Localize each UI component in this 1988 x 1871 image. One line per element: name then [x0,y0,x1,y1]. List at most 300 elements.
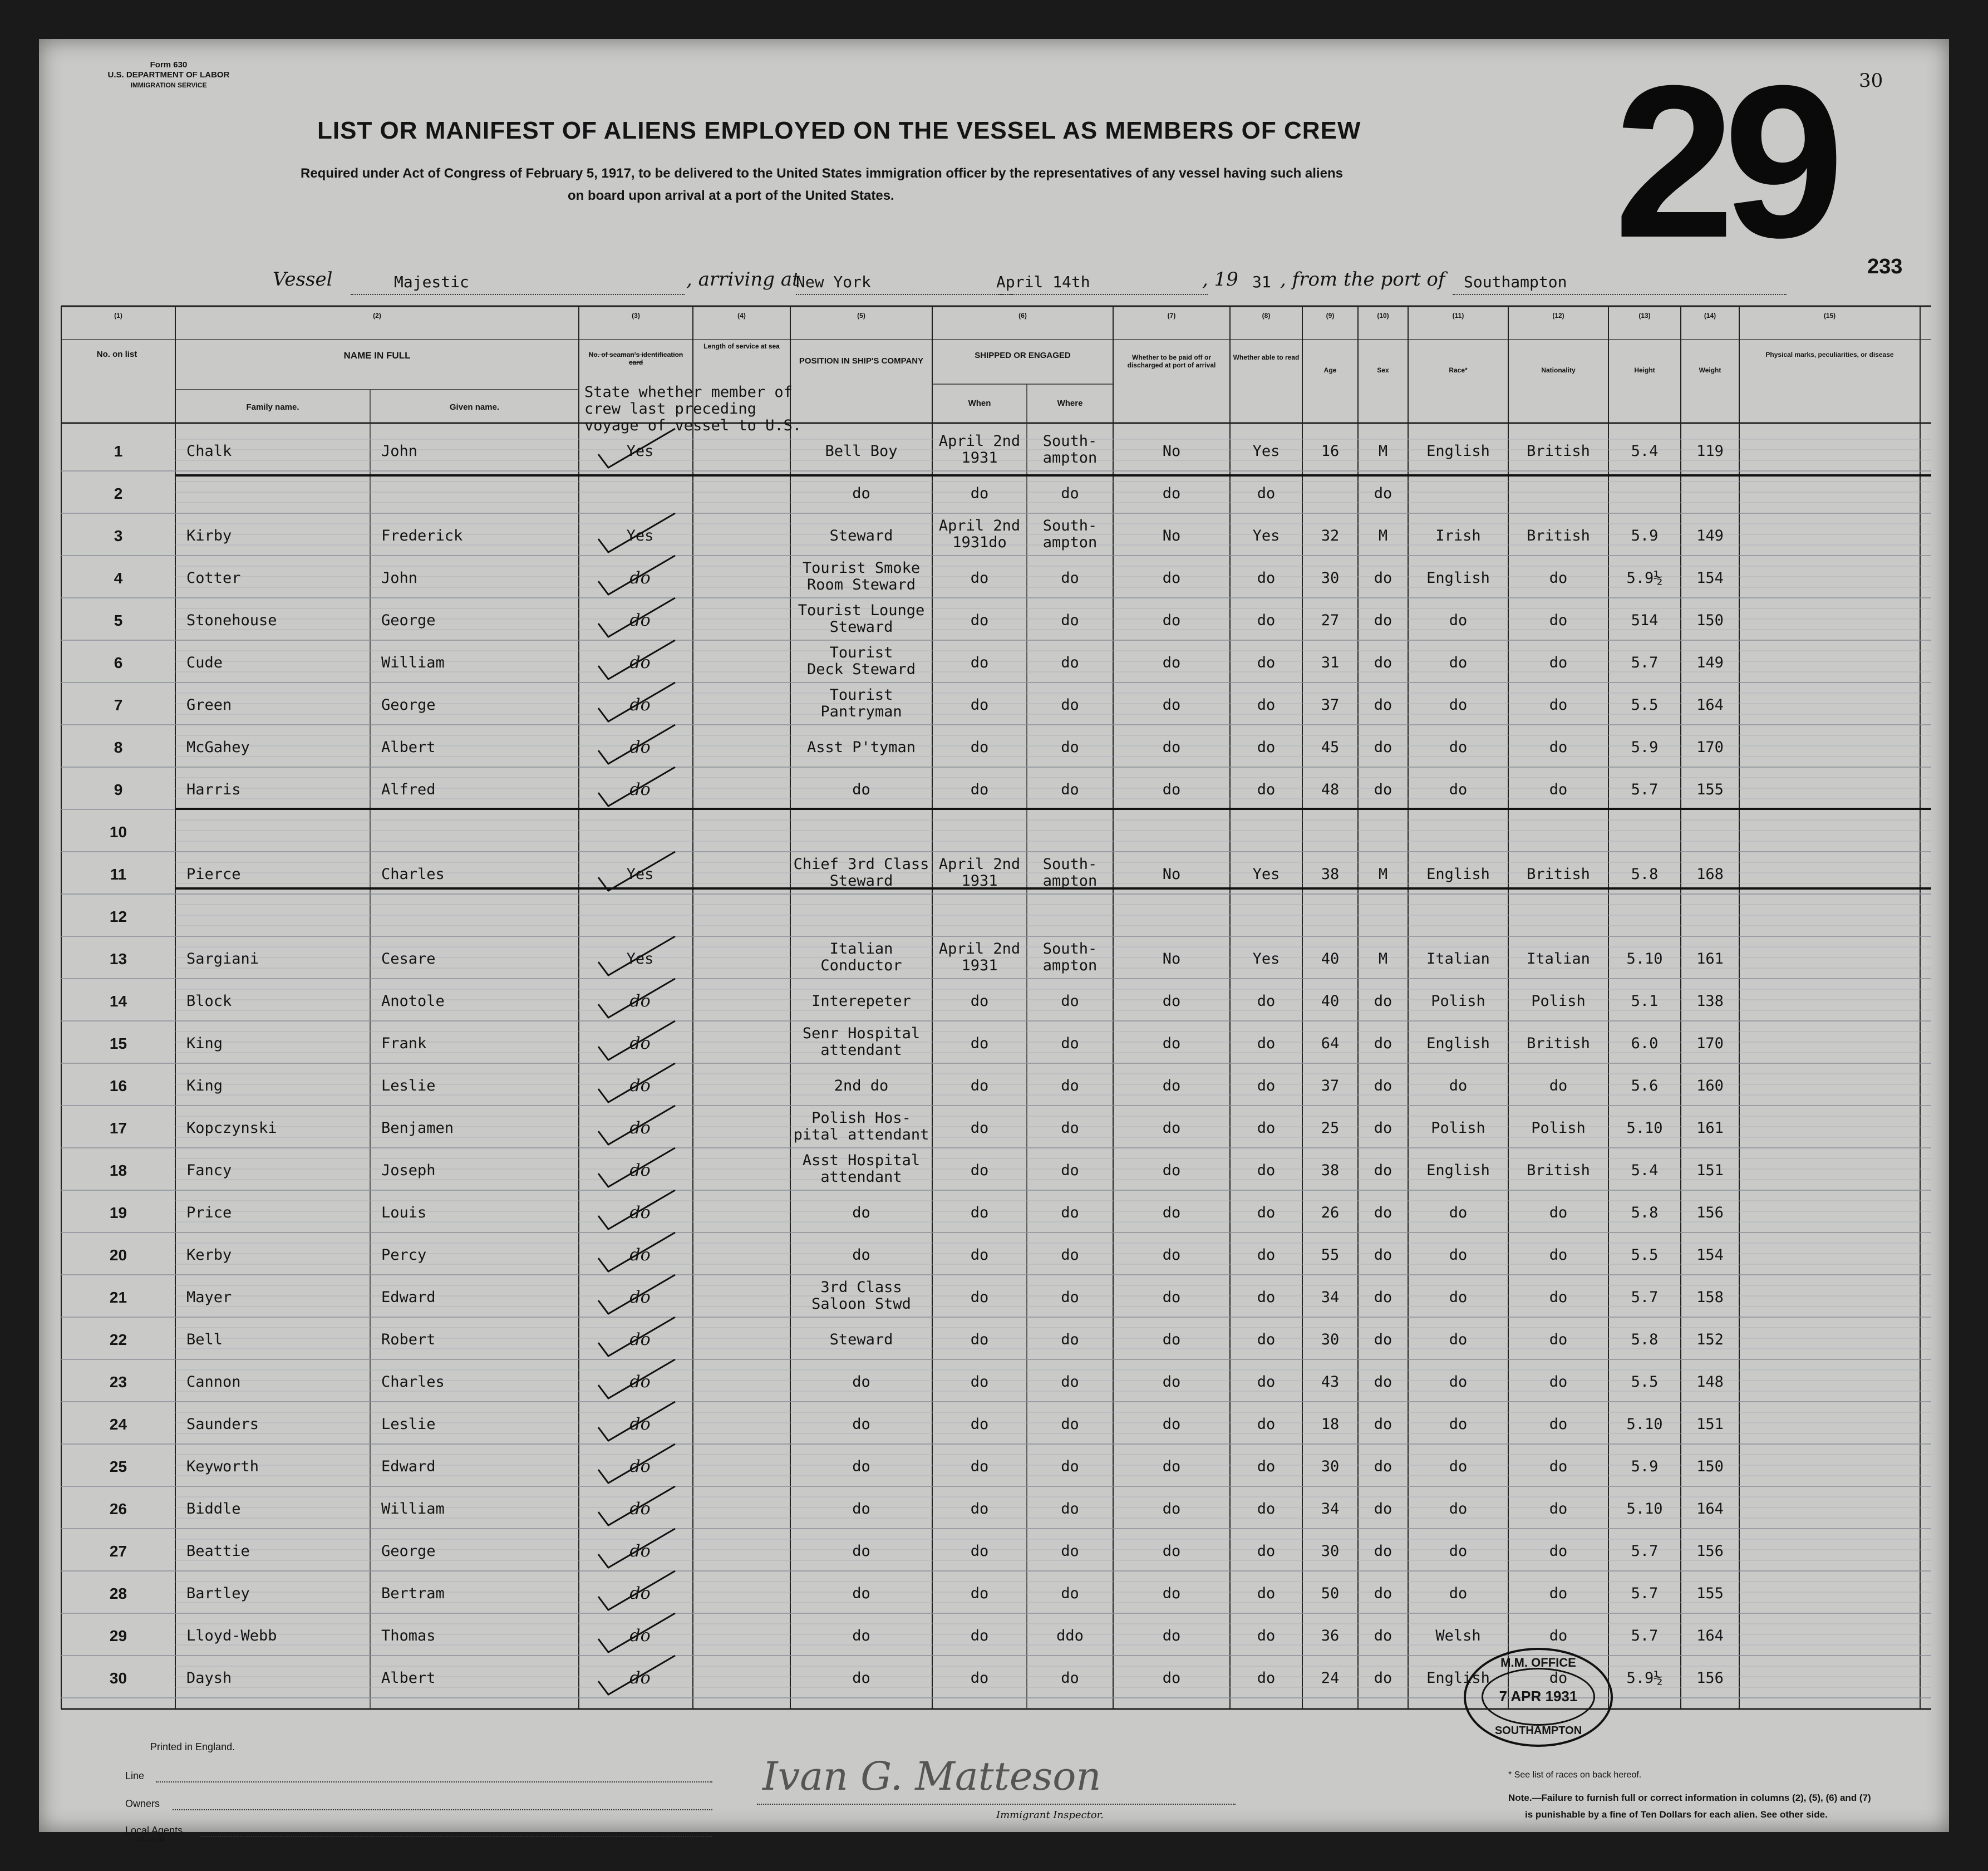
cell-where [1027,1585,1113,1602]
cell-where-line: South- [1042,940,1098,957]
cell-age-line: 37 [1321,696,1340,714]
cell-sex-line: do [1374,1119,1392,1137]
cell-prev-line: do [629,780,651,799]
cell-weight [1681,1332,1739,1348]
cell-read [1230,951,1302,968]
cell-race-line: English [1426,1162,1490,1179]
cell-pos [790,443,932,460]
cell-race [1408,1501,1508,1518]
cell-race-line: do [1449,1500,1468,1518]
cell-pos-line: do [852,1585,870,1602]
cell-paid-line: do [1162,612,1181,629]
cell-read-line: do [1257,612,1276,629]
cell-race [1408,1205,1508,1221]
cell-when-line: do [970,1669,989,1687]
cell-no-line: 10 [109,823,127,841]
cell-given-line: Percy [381,1246,427,1264]
cell-paid [1113,739,1230,756]
cell-when-line: 1931 [961,872,998,890]
cell-prev-line: do [629,1584,651,1603]
cell-age-line: 50 [1321,1585,1340,1602]
cell-age-line: 40 [1321,993,1340,1010]
cell-family [186,570,241,587]
cell-pos-line: Steward [829,872,893,890]
cell-age [1302,528,1358,544]
cell-sex [1358,782,1408,798]
cell-sex [1358,612,1408,629]
cell-read [1230,528,1302,544]
cell-no-line: 25 [109,1458,127,1475]
cell-weight [1681,612,1739,629]
cell-sex [1358,1289,1408,1306]
cell-height-line: 5.10 [1626,1119,1663,1137]
cell-given [381,1289,436,1306]
cell-read [1230,1501,1302,1518]
cell-height [1608,1670,1681,1687]
cell-pos-line: attendant [820,1168,902,1186]
cell-prev [590,528,690,544]
cell-prev-line: do [629,1330,651,1349]
cell-no-line: 5 [114,612,123,629]
cell-read-line: Yes [1252,443,1280,460]
cell-no-line: 27 [109,1543,127,1560]
cell-paid-line: do [1162,1458,1181,1475]
cell-when [932,993,1027,1010]
cell-no-line: 1 [114,443,123,460]
cell-read-line: do [1257,1500,1276,1518]
cell-when-line: April 2nd [938,517,1021,534]
cell-age-line: 27 [1321,612,1340,629]
cell-given-line: Albert [381,739,436,756]
cell-pos-line: do [852,1246,870,1264]
cell-height [1608,1289,1681,1306]
cell-paid [1113,1120,1230,1137]
departure-port: Southampton [1464,273,1567,291]
cell-height-line: 5.8 [1631,1204,1659,1221]
cell-paid-line: do [1162,1246,1181,1264]
cell-age [1302,443,1358,460]
cell-when-line: April 2nd [938,433,1021,450]
cell-race [1408,993,1508,1010]
cell-nat [1508,1585,1608,1602]
cell-pos [790,1628,932,1644]
cell-sex-line: do [1374,1585,1392,1602]
cell-read [1230,993,1302,1010]
cell-pos [790,1459,932,1475]
cell-prev-line: do [629,991,651,1011]
cell-race [1408,443,1508,460]
cell-no-line: 6 [114,654,123,671]
cell-where [1027,612,1113,629]
cell-when-line: do [970,696,989,714]
cell-when-line: April 2nd [938,856,1021,873]
cell-height [1608,1332,1681,1348]
col6-number: (6) [1018,312,1027,320]
cell-family-line: Stonehouse [186,612,277,629]
cell-no [61,1247,175,1264]
cell-nat-line: do [1549,654,1568,671]
cell-pos [790,993,932,1010]
cell-sex-line: do [1374,1246,1392,1264]
cell-paid-line: do [1162,696,1181,714]
cell-sex-line: do [1374,1416,1392,1433]
cell-race-line: do [1449,1077,1468,1094]
cell-when-line: do [970,569,989,587]
col14-header: Weight [1699,366,1721,374]
cell-family [186,697,232,714]
cell-weight [1681,570,1739,587]
cell-weight [1681,1247,1739,1264]
cell-where-line: do [1061,1162,1079,1179]
cell-paid-line: do [1162,1119,1181,1137]
cell-when [932,1670,1027,1687]
cell-age-line: 26 [1321,1204,1340,1221]
cell-race [1408,655,1508,671]
cell-prev-line: do [629,568,651,588]
cell-age-line: 25 [1321,1119,1340,1137]
cell-race [1408,1585,1508,1602]
cell-race [1408,1416,1508,1433]
cell-family [186,1289,232,1306]
cell-paid [1113,1459,1230,1475]
cell-given-line: Alfred [381,781,436,798]
cell-paid [1113,1289,1230,1306]
document-subtitle-line2: on board upon arrival at a port of the United States. [568,188,894,203]
cell-prev [590,1374,690,1391]
cell-prev-line: do [629,738,651,757]
cell-family-line: Pierce [186,866,241,883]
cell-race-line: do [1449,1204,1468,1221]
cell-no-line: 21 [109,1289,127,1306]
cell-nat [1508,993,1608,1010]
cell-height [1608,1543,1681,1560]
cell-weight [1681,1416,1739,1433]
cell-prev [590,1416,690,1433]
cell-weight [1681,443,1739,460]
cell-age-line: 24 [1321,1669,1340,1687]
cell-height-line: 5.10 [1626,950,1663,968]
cell-pos [790,645,932,678]
cell-height [1608,993,1681,1010]
cell-given [381,782,436,798]
cell-given [381,1247,426,1264]
cell-age-line: 30 [1321,1331,1340,1348]
cell-height [1608,528,1681,544]
cell-pos [790,687,932,720]
cell-where-line: South- [1042,517,1098,534]
cell-when-line: do [970,1289,989,1306]
cell-weight-line: 149 [1696,654,1724,671]
cell-no-line: 26 [109,1500,127,1518]
cell-prev-line: do [629,1076,651,1096]
cell-paid-line: No [1162,866,1181,883]
cell-paid [1113,485,1230,502]
cell-nat [1508,1120,1608,1137]
cell-nat-line: do [1549,1543,1568,1560]
cell-paid [1113,570,1230,587]
cell-sex-line: do [1374,696,1392,714]
cell-paid [1113,1332,1230,1348]
cell-pos [790,1205,932,1221]
cell-family-line: Cotter [186,569,241,587]
cell-family [186,1247,232,1264]
cell-nat [1508,1035,1608,1052]
cell-read [1230,782,1302,798]
cell-given [381,655,445,671]
cell-age [1302,1205,1358,1221]
cell-race [1408,1162,1508,1179]
cell-given [381,951,436,968]
cell-family [186,951,259,968]
cell-when [932,1205,1027,1221]
cell-given [381,1543,436,1560]
cell-age [1302,1459,1358,1475]
cell-given-line: Cesare [381,950,436,968]
cell-prev [590,1289,690,1306]
cell-read [1230,1247,1302,1264]
cell-paid-line: do [1162,569,1181,587]
cell-race-line: do [1449,1543,1468,1560]
cell-weight-line: 154 [1696,1246,1724,1264]
col1-header: No. on list [96,350,137,359]
cell-sex [1358,951,1408,968]
form-number: Form 630 [150,60,188,70]
cell-prev [590,443,690,460]
cell-when [932,518,1027,551]
cell-no-line: 24 [109,1416,127,1433]
cell-read-line: do [1257,1162,1276,1179]
cell-family-line: Sargiani [186,950,259,968]
inspector-label: Immigrant Inspector. [996,1809,1104,1821]
cell-when-line: do [970,739,989,756]
cell-no [61,1374,175,1391]
cell-no [61,1416,175,1433]
cell-paid-line: do [1162,1331,1181,1348]
cell-race [1408,866,1508,883]
cell-where-line: do [1061,781,1079,798]
cell-prev [590,739,690,756]
cell-nat [1508,570,1608,587]
cell-family-line: Bartley [186,1585,250,1602]
cell-read [1230,485,1302,502]
cell-no-line: 20 [109,1246,127,1264]
col10-number: (10) [1377,312,1389,320]
cell-prev [590,993,690,1010]
cell-pos-line: Steward [829,618,893,636]
manifest-grid [39,39,1949,1832]
cell-race [1408,739,1508,756]
cell-family [186,1543,250,1560]
cell-prev-line: do [629,1245,651,1265]
cell-sex-line: do [1374,1162,1392,1179]
cell-race-line: do [1449,696,1468,714]
cell-pos-line: Pantryman [820,703,902,720]
cell-weight [1681,1374,1739,1391]
cell-age [1302,782,1358,798]
cell-sex [1358,485,1408,502]
cell-when-line: April 2nd [938,940,1021,957]
cell-given-line: William [381,654,445,671]
cell-age-line: 40 [1321,950,1340,968]
cell-weight [1681,1459,1739,1475]
cell-given [381,1374,445,1391]
cell-weight [1681,1035,1739,1052]
cell-paid [1113,612,1230,629]
cell-given-line: George [381,612,436,629]
cell-read-line: do [1257,1204,1276,1221]
cell-no-line: 23 [109,1373,127,1391]
cell-where-line: do [1061,1416,1079,1433]
cell-family [186,1416,259,1433]
cell-where [1027,1035,1113,1052]
cell-paid-line: do [1162,654,1181,671]
cell-weight [1681,866,1739,883]
cell-sex [1358,655,1408,671]
cell-pos [790,1543,932,1560]
cell-age [1302,1670,1358,1687]
cell-age [1302,1416,1358,1433]
cell-pos-line: do [852,1416,870,1433]
cell-pos-line: do [852,1500,870,1518]
cell-given [381,1205,426,1221]
cell-sex [1358,1585,1408,1602]
cell-read-line: do [1257,1373,1276,1391]
cell-nat [1508,1543,1608,1560]
cell-no [61,655,175,671]
cell-given [381,697,436,714]
cell-read-line: do [1257,1331,1276,1348]
cell-paid-line: do [1162,1373,1181,1391]
cell-age-line: 64 [1321,1035,1340,1052]
cell-family [186,1120,277,1137]
cell-when [932,1162,1027,1179]
cell-nat [1508,1628,1608,1644]
col2-header: NAME IN FULL [343,350,411,361]
cell-height-line: 5.9 [1631,739,1659,756]
cell-family-line: Beattie [186,1543,250,1560]
cell-prev-line: do [629,1161,651,1180]
cell-height-line: 5.10 [1626,1416,1663,1433]
cell-when-line: do [970,1585,989,1602]
cell-family [186,1628,277,1644]
cell-read [1230,1289,1302,1306]
cell-pos-line: do [852,485,870,502]
cell-when [932,1459,1027,1475]
cell-given [381,866,445,883]
cell-where [1027,485,1113,502]
cell-no [61,528,175,544]
cell-age-line: 34 [1321,1289,1340,1306]
cell-read-line: do [1257,1669,1276,1687]
cell-given [381,612,436,629]
cell-age-line: 38 [1321,1162,1340,1179]
penalty-note-line1: Note.—Failure to furnish full or correct information in columns (2), (5), (6) and (7) [1508,1793,1871,1803]
cell-age [1302,993,1358,1010]
cell-no [61,612,175,629]
cell-no [61,1543,175,1560]
cell-when [932,655,1027,671]
cell-when-line: do [970,1331,989,1348]
cell-age-line: 37 [1321,1077,1340,1094]
cell-read [1230,1205,1302,1221]
cell-race-line: Polish [1431,993,1485,1010]
cell-prev [590,1585,690,1602]
cell-pos [790,739,932,756]
cell-where-line: ddo [1056,1627,1084,1644]
cell-weight [1681,697,1739,714]
department-name: U.S. DEPARTMENT OF LABOR [107,70,230,80]
cell-weight [1681,1670,1739,1687]
cell-weight-line: 155 [1696,781,1724,798]
cell-pos-line: Steward [829,1331,893,1348]
cell-height [1608,655,1681,671]
cell-pos [790,528,932,544]
cell-height-line: 5.5 [1631,696,1659,714]
cell-prev [590,866,690,883]
cell-when [932,697,1027,714]
cell-age [1302,1078,1358,1094]
cell-read [1230,1078,1302,1094]
cell-sex-line: do [1374,739,1392,756]
cell-nat-line: British [1527,443,1590,460]
cell-height [1608,1035,1681,1052]
col5-number: (5) [857,312,865,320]
cell-where-line: do [1061,612,1079,629]
cell-when-line: do [970,1543,989,1560]
cell-nat-line: do [1549,1289,1568,1306]
cell-prev-line: do [629,611,651,630]
cell-where [1027,1289,1113,1306]
cell-family-line: Bell [186,1331,223,1348]
cell-height [1608,951,1681,968]
cell-race-line: do [1449,654,1468,671]
cell-when [932,570,1027,587]
cell-nat-line: do [1549,1458,1568,1475]
cell-sex [1358,528,1408,544]
cell-when-line: do [970,1458,989,1475]
cell-sex-line: do [1374,1543,1392,1560]
cell-when [932,1120,1027,1137]
cell-height-line: 5.1 [1631,993,1659,1010]
col7-header: Whether to be paid off or discharged at port of arrival [1127,353,1216,369]
cell-paid [1113,1078,1230,1094]
cell-prev [590,570,690,587]
arriving-label: , arriving at [686,268,800,291]
cell-pos-line: Tourist [829,686,893,704]
cell-weight-line: 170 [1696,739,1724,756]
cell-where [1027,1628,1113,1644]
cell-nat-line: do [1549,1627,1568,1644]
cell-age-line: 48 [1321,781,1340,798]
cell-no [61,1035,175,1052]
cell-no [61,909,175,925]
cell-sex [1358,866,1408,883]
cell-where [1027,1459,1113,1475]
cell-when [932,1374,1027,1391]
cell-when-line: do [970,781,989,798]
cell-race-line: Polish [1431,1119,1485,1137]
cell-no-line: 2 [114,485,123,502]
cell-age [1302,612,1358,629]
cell-no [61,1332,175,1348]
cell-pos [790,1585,932,1602]
cell-race [1408,1459,1508,1475]
cell-where-line: do [1061,696,1079,714]
cell-pos-line: Asst P'tyman [806,739,916,756]
cell-no-line: 4 [114,569,123,587]
cell-nat [1508,697,1608,714]
col11-header: Race* [1449,366,1468,374]
